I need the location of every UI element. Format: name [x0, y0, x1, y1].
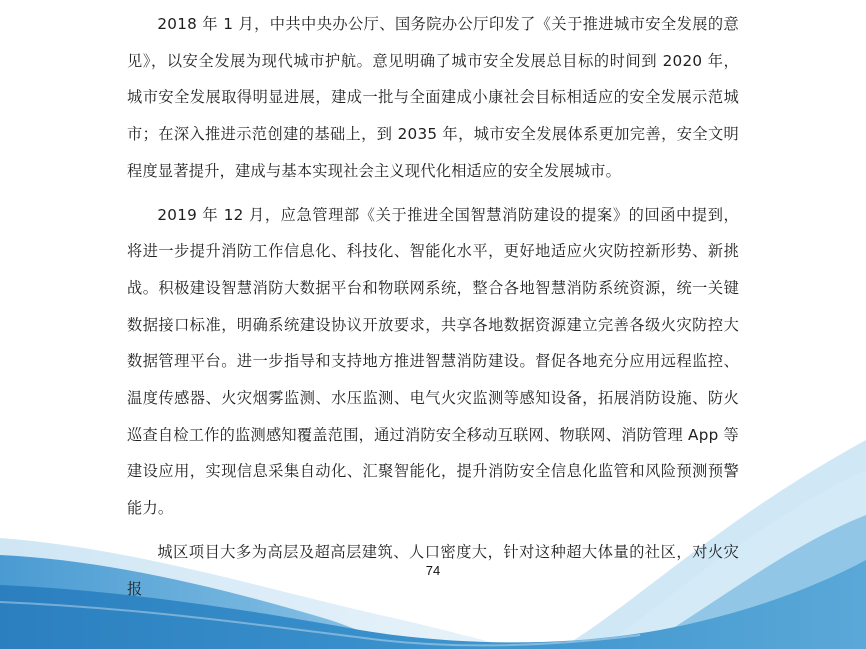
body-text — [127, 6, 739, 607]
paragraph-3: 城区项目大多为高层及超高层建筑、人口密度大，针对这种超大体量的社区，对火灾报 — [127, 542, 739, 598]
paragraph-1: 2018 年 1 月，中共中央办公厅、国务院办公厅印发了《关于推进城市安全发展的意见》，以安全发展为现代城市护航。意见明确了城市安全发展总目标的时间到 2020 年，城市安全发展取得明显进展，建成一批与全面建成小康社会目标相适应的安全发展示范城市；在深入推进示范创建的基础上，到 2035 年，城市安全发展体系更加完善，安全文明程度显著提升，建成与基本实现社会主义现代化相适应的安全发展城市。 — [127, 15, 739, 180]
paragraph-2: 2019 年 12 月，应急管理部《关于推进全国智慧消防建设的提案》的回函中提到，将进一步提升消防工作信息化、科技化、智能化水平，更好地适应火灾防控新形势、新挑战。积极建设智慧消防大数据平台和物联网系统，整合各地智慧消防系统资源，统一关键数据接口标准，明确系统建设协议开放要求，共享各地数据资源建立完善各级火灾防控大数据管理平台。进一步指导和支持地方推进智慧消防建设。督促各地充分应用远程监控、温度传感器、火灾烟雾监测、水压监测、电气火灾监测等感知设备，拓展消防设施、防火巡查自检工作的监测感知覆盖范围，通过消防安全移动互联网、物联网、消防管理 App 等建设应用，实现信息采集自动化、汇聚智能化，提升消防安全信息化监管和风险预测预警能力。 — [127, 205, 739, 518]
page-number: 74 — [425, 563, 441, 578]
